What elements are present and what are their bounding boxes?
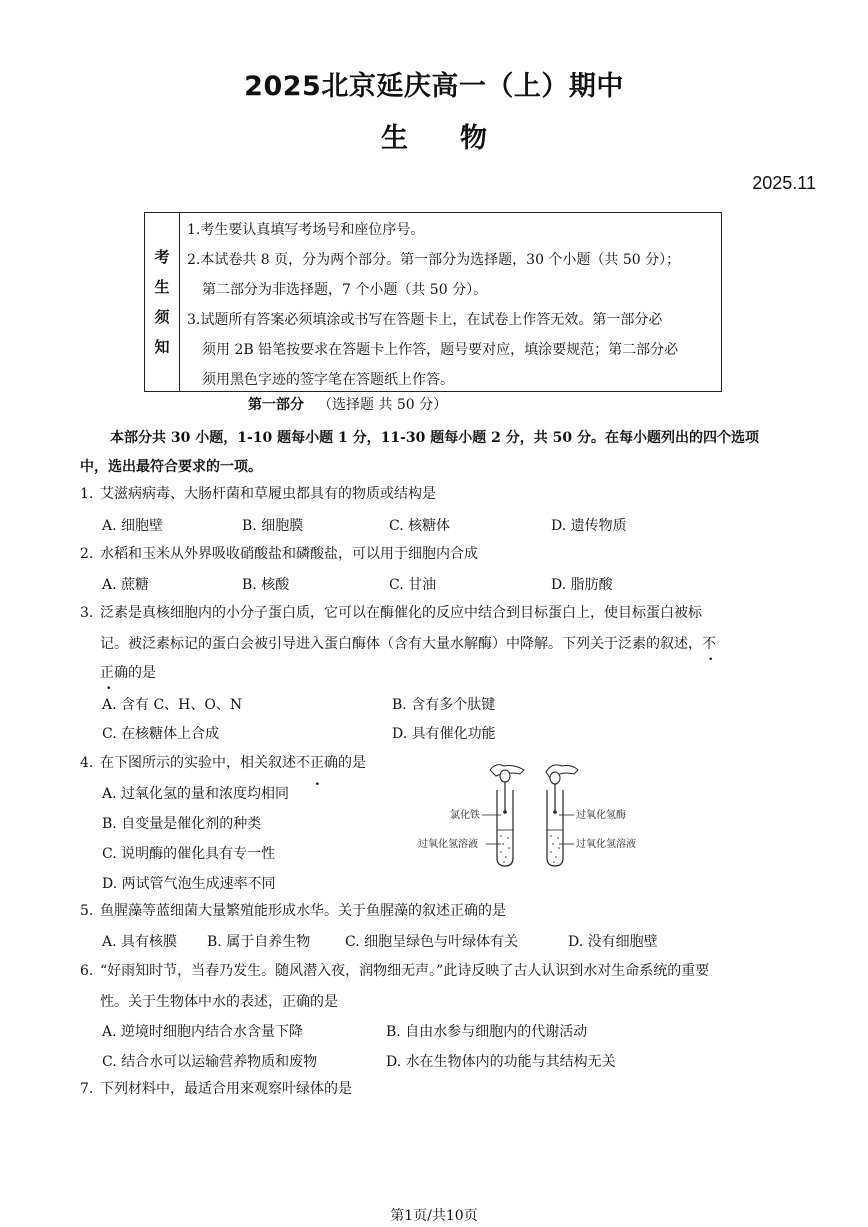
label-enzyme: 过氧化氢酶 xyxy=(576,810,626,821)
q1-option-a: A. 细胞壁 xyxy=(102,518,164,534)
q3-option-d: D. 具有催化功能 xyxy=(392,726,496,742)
question-3-stem xyxy=(80,599,702,628)
question-text: 记。被泛素标记的蛋白会被引导进入蛋白酶体（含有大量水解酶）中降解。下列关于泛素的叙述， xyxy=(100,636,702,652)
label-fecl3: 氯化铁 xyxy=(450,810,480,821)
notice-item: 3.试题所有答案必须填涂或书写在答题卡上，在试卷上作答无效。第一部分必 xyxy=(187,312,663,328)
question-6-line-2: 性。关于生物体中水的表述，正确的是 xyxy=(100,994,338,1010)
question-number: 2. xyxy=(80,546,94,562)
question-number: 3. xyxy=(80,605,94,621)
q4-option-a: A. 过氧化氢的量和浓度均相同 xyxy=(102,786,290,802)
q2-option-d: D. 脂肪酸 xyxy=(551,577,613,593)
question-text: 艾滋病病毒、大肠杆菌和草履虫都具有的物质或结构是 xyxy=(100,486,436,502)
test-tube-figure xyxy=(412,760,652,872)
emphasis-text: 正 xyxy=(100,665,114,681)
q1-option-d: D. 遗传物质 xyxy=(551,518,627,534)
q1-option-c: C. 核糖体 xyxy=(389,518,451,534)
part-name: 第一部分 xyxy=(248,397,304,413)
q5-option-d: D. 没有细胞壁 xyxy=(568,934,658,950)
emphasis-text: 不正确 xyxy=(296,755,338,771)
q1-option-b: B. 细胞膜 xyxy=(242,518,304,534)
question-text: 在下图所示的实验中，相关叙述 xyxy=(100,755,296,771)
exam-date: 2025.11 xyxy=(752,173,816,193)
q3-option-c: C. 在核糖体上合成 xyxy=(102,726,220,742)
instruction-line: 本部分共 30 小题，1-10 题每小题 1 分，11-30 题每小题 2 分，共 50 分。在每小题列出的四个选项 xyxy=(110,430,759,446)
label-h2o2-right: 过氧化氢溶液 xyxy=(576,839,636,850)
question-number: 1. xyxy=(80,486,94,502)
notice-label xyxy=(145,213,180,391)
part-title xyxy=(248,394,447,414)
part-subtitle: （选择题 共 50 分） xyxy=(318,397,448,413)
question-number: 4. xyxy=(80,755,94,771)
question-number: 6. xyxy=(80,963,94,979)
notice-item: 第二部分为非选择题，7 个小题（共 50 分）。 xyxy=(202,282,488,298)
q2-option-b: B. 核酸 xyxy=(242,577,290,593)
question-text: “好雨知时节，当春乃发生。随风潜入夜，润物细无声。”此诗反映了古人认识到水对生命系统的重要 xyxy=(100,963,710,979)
q2-option-a: A. 蔗糖 xyxy=(102,577,150,593)
q6-option-d: D. 水在生物体内的功能与其结构无关 xyxy=(386,1054,616,1070)
question-3-line-3 xyxy=(100,662,156,682)
notice-box xyxy=(144,212,722,392)
part-instructions xyxy=(80,424,800,482)
question-text: 泛素是真核细胞内的小分子蛋白质，它可以在酶催化的反应中结合到目标蛋白上，使目标蛋白被标 xyxy=(100,605,702,621)
emphasis-text: 不 xyxy=(702,636,716,652)
question-text: 水稻和玉米从外界吸收硝酸盐和磷酸盐，可以用于细胞内合成 xyxy=(100,546,478,562)
q3-option-b: B. 含有多个肽键 xyxy=(392,697,496,713)
q3-option-a: A. 含有 C、H、O、N xyxy=(102,697,243,713)
page-footer: 第1页/共10页 xyxy=(390,1208,478,1224)
q4-option-b: B. 自变量是催化剂的种类 xyxy=(102,816,262,832)
question-text: 鱼腥藻等蓝细菌大量繁殖能形成水华。关于鱼腥藻的叙述正确的是 xyxy=(100,903,506,919)
q5-option-c: C. 细胞呈绿色与叶绿体有关 xyxy=(345,934,519,950)
notice-label-char: 考 xyxy=(154,248,170,266)
q6-option-c: C. 结合水可以运输营养物质和废物 xyxy=(102,1054,318,1070)
exam-title: 2025北京延庆高一（上）期中 xyxy=(244,71,624,102)
instruction-line: 中，选出最符合要求的一项。 xyxy=(80,459,262,475)
q5-option-a: A. 具有核膜 xyxy=(102,934,178,950)
notice-item: 2.本试卷共 8 页，分为两个部分。第一部分为选择题，30 个小题（共 50 分）； xyxy=(187,252,681,268)
question-1-stem xyxy=(80,480,436,509)
notice-item: 须用黑色字迹的签字笔在答题纸上作答。 xyxy=(202,372,454,388)
question-4-stem xyxy=(80,749,366,778)
subject-title: 生物 xyxy=(381,123,539,154)
notice-label-char: 生 xyxy=(154,278,170,296)
question-text: 的是 xyxy=(338,755,366,771)
question-5-stem xyxy=(80,897,506,926)
notice-item: 1.考生要认真填写考场号和座位序号。 xyxy=(187,222,425,238)
question-3-line-2 xyxy=(100,633,716,653)
q5-option-b: B. 属于自养生物 xyxy=(207,934,311,950)
label-h2o2-left: 过氧化氢溶液 xyxy=(418,839,478,850)
notice-body xyxy=(180,213,721,391)
dropper-right-icon xyxy=(546,765,578,812)
question-number: 5. xyxy=(80,903,94,919)
q4-option-d: D. 两试管气泡生成速率不同 xyxy=(102,876,276,892)
q4-option-c: C. 说明酶的催化具有专一性 xyxy=(102,846,276,862)
notice-label-char: 知 xyxy=(154,338,170,356)
question-text: 下列材料中，最适合用来观察叶绿体的是 xyxy=(100,1081,352,1097)
question-2-stem xyxy=(80,540,478,569)
q2-option-c: C. 甘油 xyxy=(389,577,437,593)
dropper-left-icon xyxy=(490,765,524,812)
q6-option-b: B. 自由水参与细胞内的代谢活动 xyxy=(386,1024,588,1040)
notice-label-char: 须 xyxy=(154,308,170,326)
question-number: 7. xyxy=(80,1081,94,1097)
question-6-stem xyxy=(80,957,709,986)
notice-item: 须用 2B 铅笔按要求在答题卡上作答，题号要对应，填涂要规范；第二部分必 xyxy=(202,342,679,358)
question-text: 确的是 xyxy=(114,665,156,681)
q6-option-a: A. 逆境时细胞内结合水含量下降 xyxy=(102,1024,304,1040)
question-7-stem xyxy=(80,1075,352,1104)
